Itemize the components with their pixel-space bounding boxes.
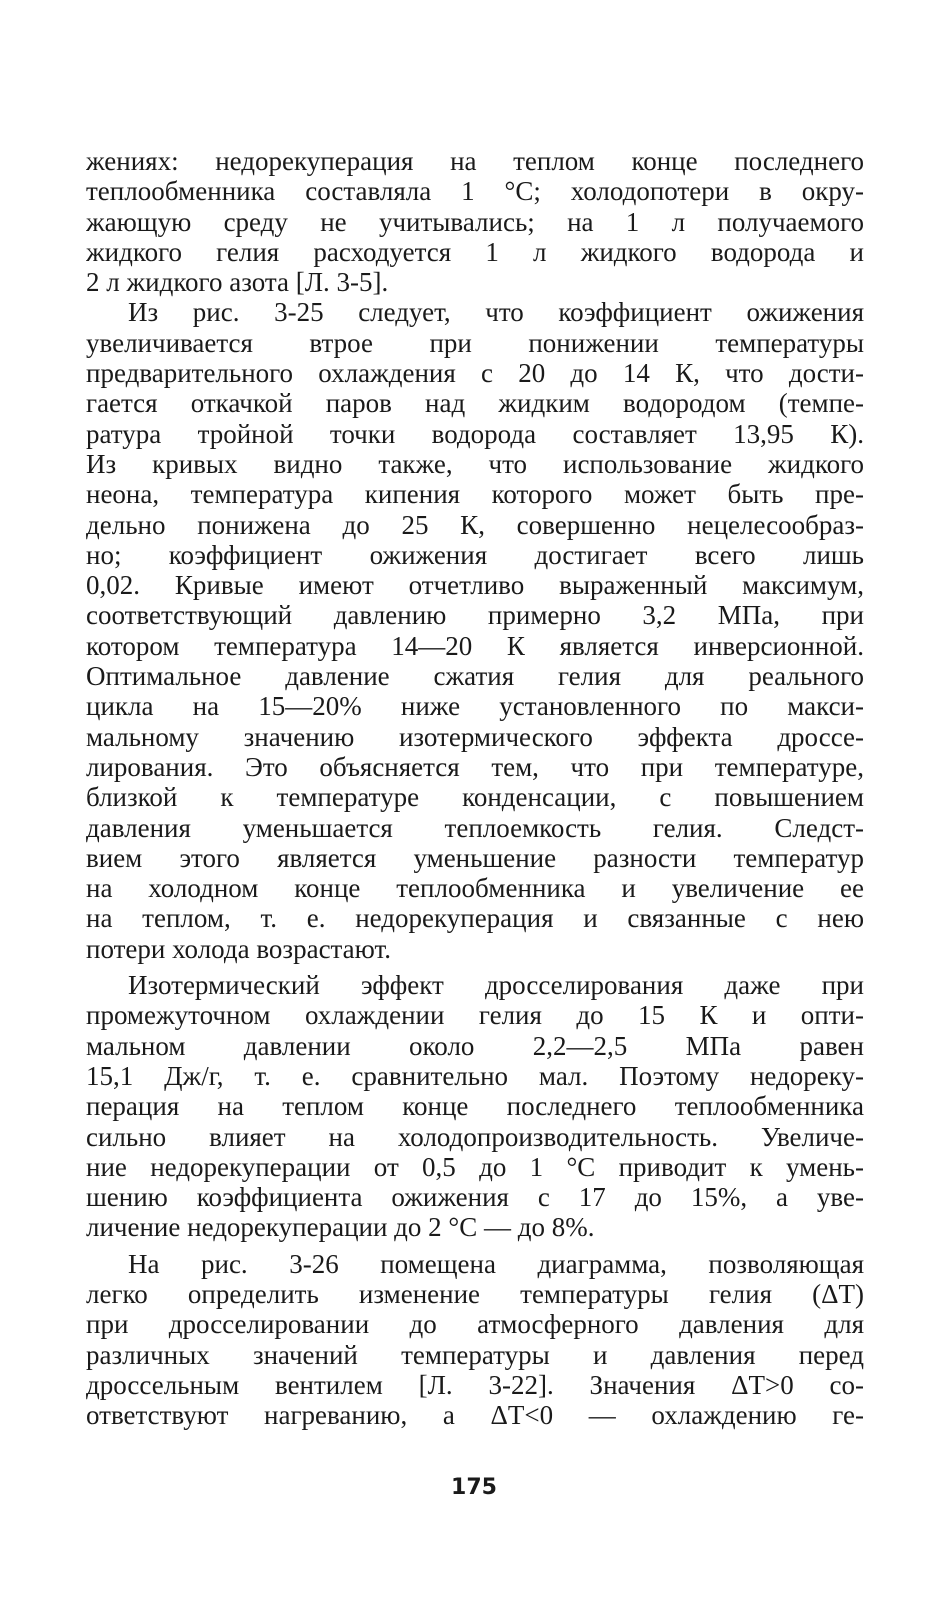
paragraph [86, 1243, 864, 1431]
text-line: ответствуют нагреванию, а ΔT<0 — охлаждению ге- [86, 1400, 864, 1431]
text-line: шению коэффициента ожижения с 17 до 15%, а уве- [86, 1182, 864, 1213]
text-line: на холодном конце теплообменника и увеличение ее [86, 873, 864, 904]
text-line: различных значений температуры и давления перед [86, 1339, 864, 1370]
text-line: но; коэффициент ожижения достигает всего лишь [86, 539, 864, 570]
text-line: жениях: недорекуперация на теплом конце последнего [86, 146, 864, 176]
text-line: промежуточном охлаждении гелия до 15 К и опти- [86, 1000, 864, 1031]
text-line: дельно понижена до 25 К, совершенно нецелесообраз- [86, 509, 864, 540]
text-line: мальном давлении около 2,2—2,5 МПа равен [86, 1030, 864, 1061]
text-line: близкой к температуре конденсации, с повышением [86, 782, 864, 813]
text-line: неона, температура кипения которого может быть пре- [86, 479, 864, 510]
text-line: Из кривых видно также, что использование жидкого [86, 448, 864, 479]
paragraph [86, 964, 864, 1243]
text-line: потери холода возрастают. [86, 933, 392, 964]
text-line: теплообменника составляла 1 °С; холодопотери в окру- [86, 176, 864, 207]
text-line: дроссельным вентилем [Л. 3-22]. Значения ΔT>0 со- [86, 1369, 864, 1400]
text-line: 2 л жидкого азота [Л. 3-5]. [86, 267, 389, 298]
text-line: мальному значению изотермического эффекта дроссе- [86, 721, 864, 752]
text-line: вием этого является уменьшение разности температур [86, 842, 864, 873]
text-line: Из рис. 3-25 следует, что коэффициент ожижения [128, 297, 864, 328]
text-line: увеличивается втрое при понижении температуры [86, 327, 864, 358]
text-line: при дросселировании до атмосферного давления для [86, 1309, 864, 1340]
text-line: Изотермический эффект дросселирования даже при [128, 970, 864, 1001]
text-line: ние недорекуперации от 0,5 до 1 °С приводит к умень- [86, 1151, 864, 1182]
text-line: лирования. Это объясняется тем, что при температуре, [86, 751, 864, 782]
paragraph [86, 146, 864, 297]
text-line: Оптимальное давление сжатия гелия для реального [86, 661, 864, 692]
text-line: легко определить изменение температуры гелия (ΔT) [86, 1278, 864, 1309]
text-line: сильно влияет на холодопроизводительность. Увеличе- [86, 1121, 864, 1152]
text-line: жидкого гелия расходуется 1 л жидкого водорода и [86, 236, 864, 267]
text-line: цикла на 15—20% ниже установленного по макси- [86, 691, 864, 722]
text-line: на теплом, т. е. недорекуперация и связанные с нею [86, 903, 864, 934]
text-line: предварительного охлаждения с 20 до 14 К, что дости- [86, 358, 864, 389]
text-line: На рис. 3-26 помещена диаграмма, позволяющая [128, 1248, 864, 1279]
text-line: соответствующий давлению примерно 3,2 МПа, при [86, 600, 864, 631]
text-line: котором температура 14—20 К является инверсионной. [86, 630, 864, 661]
body-text [86, 146, 864, 1430]
paragraph [86, 297, 864, 964]
text-line: 15,1 Дж/г, т. е. сравнительно мал. Поэтому недореку- [86, 1060, 864, 1091]
text-line: личение недорекуперации до 2 °С — до 8%. [86, 1212, 595, 1243]
text-line: давления уменьшается теплоемкость гелия. Следст- [86, 812, 864, 843]
text-line: 0,02. Кривые имеют отчетливо выраженный максимум, [86, 570, 864, 601]
text-line: жающую среду не учитывались; на 1 л получаемого [86, 206, 864, 237]
text-line: ратура тройной точки водорода составляет 13,95 К). [86, 418, 864, 449]
text-line: гается откачкой паров над жидким водородом (темпе- [86, 388, 864, 419]
page-number: 175 [451, 1475, 497, 1500]
text-line: перация на теплом конце последнего теплообменника [86, 1091, 864, 1122]
